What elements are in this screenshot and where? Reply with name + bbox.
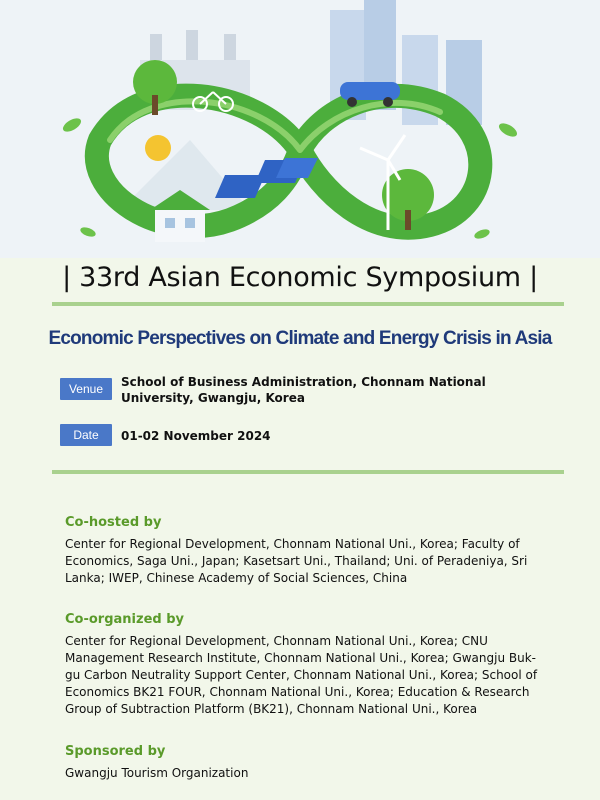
date-value: 01-02 November 2024 [121, 429, 271, 443]
date-tag: Date [60, 424, 112, 446]
page-title: | 33rd Asian Economic Symposium | [62, 262, 538, 293]
coorganized-text: Center for Regional Development, Chonnam National Uni., Korea; CNU Management Research Institute, Chonnam National Uni., Korea; Gwangju Buk-gu Carbon Neutrality Support Center, Chonnam National Uni., Korea; School of Economics BK21 FOUR, Chonnam National Uni., Korea; Education & Research Group of Subtraction Platform (BK21), Chonnam National Uni., Korea [65, 634, 538, 716]
coorganized-heading: Co-organized by [65, 612, 184, 627]
sponsored-heading: Sponsored by [65, 744, 166, 759]
cohosted-heading: Co-hosted by [65, 515, 162, 530]
divider-bottom [52, 470, 564, 474]
event-subtitle: Economic Perspectives on Climate and Energy Crisis in Asia [48, 328, 552, 349]
venue-tag: Venue [60, 378, 112, 400]
cohosted-section [65, 515, 545, 587]
cohosted-text: Center for Regional Development, Chonnam National Uni., Korea; Faculty of Economics, Saga Uni., Japan; Kasetsart Uni., Thailand; Uni. of Peradeniya, Sri Lanka; IWEP, Chinese Academy of Social Sciences, China [65, 537, 528, 585]
sun-icon [145, 135, 171, 161]
eco-infinity-illustration [0, 0, 600, 258]
sponsored-section [65, 744, 545, 782]
divider-top [52, 302, 564, 306]
coorganized-section [65, 612, 545, 718]
sponsored-text: Gwangju Tourism Organization [65, 766, 249, 780]
venue-value: School of Business Administration, Chonnam National University, Gwangju, Korea [121, 375, 486, 405]
